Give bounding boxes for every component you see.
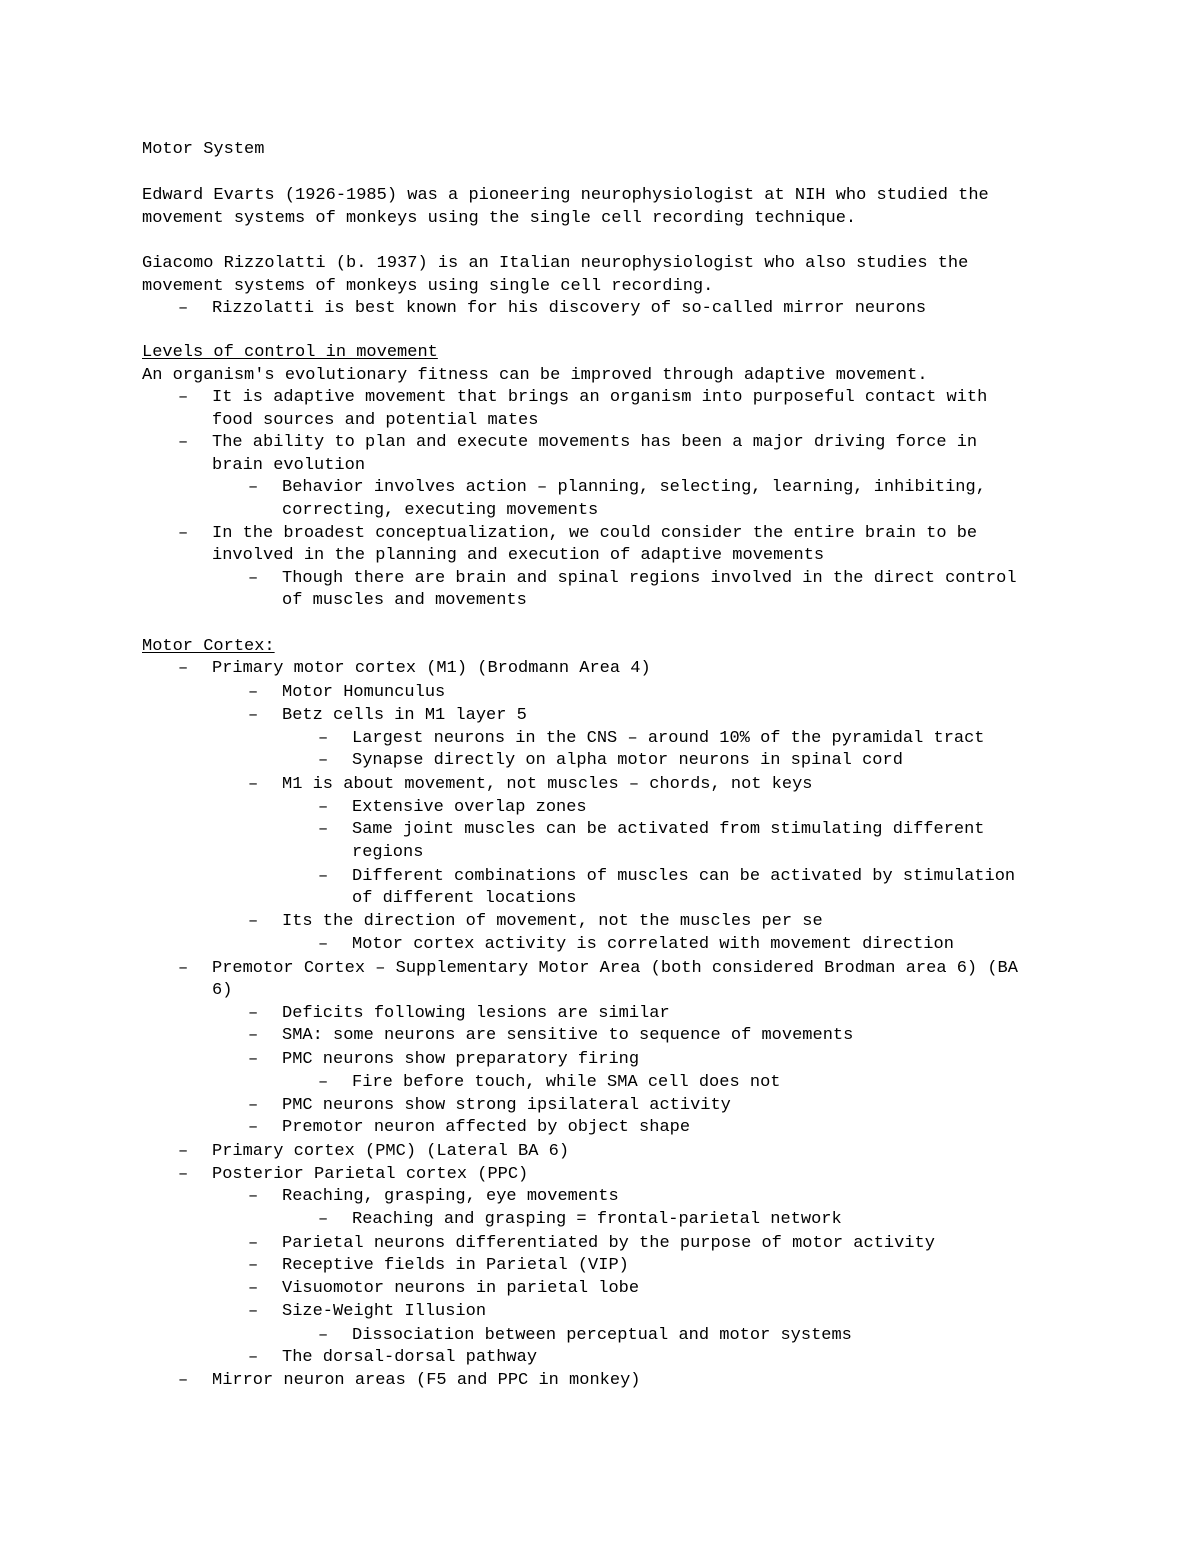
levels-lead — [142, 365, 928, 387]
bullet-dash: – — [248, 1348, 259, 1367]
list-item-text: M1 is about movement, not muscles – chords, not keys — [282, 775, 813, 794]
bullet-dash: – — [248, 1256, 259, 1275]
list-item-text: SMA: some neurons are sensitive to sequence of movements — [282, 1026, 854, 1045]
list-item-text: brain evolution — [212, 456, 366, 475]
list-item — [248, 705, 527, 727]
bullet-dash: – — [248, 775, 259, 794]
list-item-text: Different combinations of muscles can be activated by stimulation — [352, 867, 1016, 886]
bullet-dash: – — [318, 729, 329, 748]
list-item-text: Synapse directly on alpha motor neurons in spinal cord — [352, 751, 903, 770]
list-item-text: Motor cortex activity is correlated with movement direction — [352, 935, 954, 954]
bullet-dash: – — [178, 1142, 189, 1161]
list-item — [318, 934, 954, 956]
list-item-text: Size-Weight Illusion — [282, 1302, 487, 1321]
list-item-text: 6) — [212, 981, 233, 1000]
list-item-text: Reaching, grasping, eye movements — [282, 1187, 619, 1206]
list-item — [318, 797, 587, 819]
bullet-dash: – — [248, 1004, 259, 1023]
list-item-text: Receptive fields in Parietal (VIP) — [282, 1256, 629, 1275]
section-heading-motor-cortex — [142, 636, 275, 658]
bullet-dash: – — [248, 569, 259, 588]
section-heading-levels — [142, 342, 438, 364]
list-item — [248, 1186, 619, 1208]
bullet-dash: – — [178, 524, 189, 543]
bullet-dash: – — [248, 1050, 259, 1069]
list-item-text: Its the direction of movement, not the muscles per se — [282, 912, 823, 931]
bullet-dash: – — [178, 433, 189, 452]
list-item-text: Though there are brain and spinal regions involved in the direct control — [282, 569, 1017, 588]
list-item-continuation — [352, 888, 576, 910]
list-item-text: It is adaptive movement that brings an organism into purposeful contact with — [212, 388, 988, 407]
list-item-text: Extensive overlap zones — [352, 798, 587, 817]
list-item — [248, 1301, 486, 1323]
list-item — [178, 523, 977, 545]
list-item-text: Motor Homunculus — [282, 683, 446, 702]
list-item — [318, 1209, 842, 1231]
list-item-text: Parietal neurons differentiated by the purpose of motor activity — [282, 1234, 935, 1253]
list-item-text: In the broadest conceptualization, we could consider the entire brain to be — [212, 524, 978, 543]
list-item-continuation — [282, 500, 598, 522]
list-item-text: Rizzolatti is best known for his discovery of so-called mirror neurons — [212, 299, 927, 318]
intro-evarts-text-1: Edward Evarts (1926-1985) was a pioneering neurophysiologist at NIH who studied the — [142, 186, 989, 205]
bullet-dash: – — [178, 1165, 189, 1184]
list-item — [318, 1325, 852, 1347]
bullet-dash: – — [318, 867, 329, 886]
list-item-continuation — [212, 410, 538, 432]
list-item-text: Behavior involves action – planning, selecting, learning, inhibiting, — [282, 478, 986, 497]
list-item-text: Same joint muscles can be activated from stimulating different — [352, 820, 985, 839]
list-item — [248, 774, 813, 796]
list-item — [178, 1370, 640, 1392]
list-item — [248, 1255, 629, 1277]
list-item — [178, 432, 977, 454]
bullet-dash: – — [248, 1096, 259, 1115]
list-item-text: Premotor Cortex – Supplementary Motor Area (both considered Brodman area 6) (BA — [212, 959, 1018, 978]
list-item-continuation — [212, 545, 824, 567]
list-item — [248, 1233, 935, 1255]
list-item-text: The dorsal-dorsal pathway — [282, 1348, 538, 1367]
intro-rizzolatti-text-1: Giacomo Rizzolatti (b. 1937) is an Italian neurophysiologist who also studies the — [142, 254, 969, 273]
list-item — [248, 477, 986, 499]
list-item — [248, 1278, 639, 1300]
section-heading-text: Motor Cortex: — [142, 637, 275, 656]
list-item-text: Dissociation between perceptual and motor systems — [352, 1326, 852, 1345]
list-item — [318, 1072, 780, 1094]
bullet-dash: – — [318, 935, 329, 954]
list-item-text: Reaching and grasping = frontal-parietal network — [352, 1210, 842, 1229]
bullet-dash: – — [248, 1187, 259, 1206]
doc-title-text: Motor System — [142, 140, 265, 159]
list-item — [318, 728, 985, 750]
bullet-dash: – — [248, 478, 259, 497]
list-item — [248, 1095, 731, 1117]
list-item-continuation — [212, 455, 365, 477]
list-item — [318, 866, 1015, 888]
list-item-continuation — [212, 980, 232, 1002]
bullet-dash: – — [318, 1326, 329, 1345]
bullet-dash: – — [248, 1279, 259, 1298]
levels-lead-text: An organism's evolutionary fitness can be improved through adaptive movement. — [142, 366, 928, 385]
bullet-dash: – — [178, 959, 189, 978]
list-item-text: Primary cortex (PMC) (Lateral BA 6) — [212, 1142, 570, 1161]
bullet-dash: – — [178, 299, 189, 318]
list-item-text: Mirror neuron areas (F5 and PPC in monkey) — [212, 1371, 641, 1390]
list-item — [178, 298, 926, 320]
list-item — [178, 387, 987, 409]
list-item-text: correcting, executing movements — [282, 501, 599, 520]
list-item — [248, 1003, 670, 1025]
list-item-text: PMC neurons show strong ipsilateral activity — [282, 1096, 731, 1115]
bullet-dash: – — [178, 388, 189, 407]
intro-rizzolatti-text-2: movement systems of monkeys using single cell recording. — [142, 277, 714, 296]
list-item — [178, 1141, 569, 1163]
list-item-text: Primary motor cortex (M1) (Brodmann Area 4) — [212, 659, 651, 678]
list-item-text: Posterior Parietal cortex (PPC) — [212, 1165, 529, 1184]
bullet-dash: – — [248, 912, 259, 931]
bullet-dash: – — [318, 820, 329, 839]
intro-rizzolatti-line-2 — [142, 276, 713, 298]
list-item-text: Premotor neuron affected by object shape — [282, 1118, 691, 1137]
bullet-dash: – — [248, 1234, 259, 1253]
list-item — [248, 1347, 537, 1369]
intro-rizzolatti-line-1 — [142, 253, 968, 275]
list-item — [178, 658, 651, 680]
list-item — [248, 1025, 853, 1047]
list-item — [318, 819, 985, 841]
bullet-dash: – — [318, 798, 329, 817]
list-item-text: Fire before touch, while SMA cell does not — [352, 1073, 781, 1092]
bullet-dash: – — [318, 1210, 329, 1229]
bullet-dash: – — [318, 1073, 329, 1092]
list-item — [318, 750, 903, 772]
list-item-text: regions — [352, 843, 424, 862]
section-heading-text: Levels of control in movement — [142, 343, 438, 362]
intro-evarts-text-2: movement systems of monkeys using the single cell recording technique. — [142, 209, 857, 228]
list-item — [248, 911, 823, 933]
list-item-text: Largest neurons in the CNS – around 10% of the pyramidal tract — [352, 729, 985, 748]
list-item-continuation — [352, 842, 423, 864]
list-item — [248, 682, 445, 704]
bullet-dash: – — [248, 706, 259, 725]
list-item — [178, 1164, 528, 1186]
list-item-text: Deficits following lesions are similar — [282, 1004, 670, 1023]
list-item-text: The ability to plan and execute movements has been a major driving force in — [212, 433, 978, 452]
bullet-dash: – — [248, 1302, 259, 1321]
bullet-dash: – — [178, 1371, 189, 1390]
bullet-dash: – — [248, 1118, 259, 1137]
list-item — [248, 1049, 639, 1071]
bullet-dash: – — [178, 659, 189, 678]
list-item-text: PMC neurons show preparatory firing — [282, 1050, 640, 1069]
list-item-text: food sources and potential mates — [212, 411, 539, 430]
list-item — [248, 568, 1017, 590]
list-item-text: Visuomotor neurons in parietal lobe — [282, 1279, 640, 1298]
list-item — [248, 1117, 690, 1139]
doc-title — [142, 139, 264, 161]
list-item-text: Betz cells in M1 layer 5 — [282, 706, 527, 725]
list-item-text: of different locations — [352, 889, 577, 908]
list-item-text: of muscles and movements — [282, 591, 527, 610]
list-item-continuation — [282, 590, 527, 612]
intro-evarts-line-2 — [142, 208, 856, 230]
bullet-dash: – — [248, 683, 259, 702]
intro-evarts-line-1 — [142, 185, 989, 207]
list-item — [178, 958, 1018, 980]
list-item-text: involved in the planning and execution of adaptive movements — [212, 546, 825, 565]
bullet-dash: – — [248, 1026, 259, 1045]
bullet-dash: – — [318, 751, 329, 770]
